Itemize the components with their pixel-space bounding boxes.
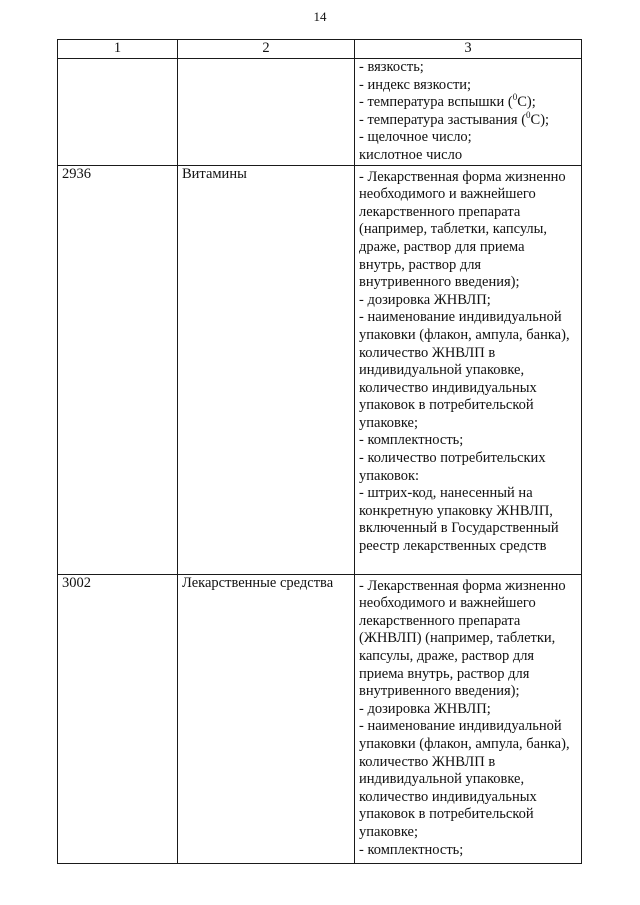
description-line: - температура вспышки ($^0$C); (359, 92, 536, 111)
description-line: - Лекарственная форма жизненно (359, 577, 566, 594)
row-description (355, 59, 582, 166)
description-line: лекарственного препарата (359, 203, 521, 220)
table-row (58, 165, 582, 574)
row-code: 3002 (58, 574, 178, 864)
description-line: - дозировка ЖНВЛП; (359, 700, 491, 717)
description-line: упаковки (флакон, ампула, банка), (359, 735, 570, 752)
description-line: кислотное число (359, 146, 463, 163)
description-line: упаковок в потребительской (359, 806, 534, 823)
page-number: 14 (313, 9, 327, 24)
description-line: необходимого и важнейшего (359, 186, 536, 203)
description-line: упаковке; (359, 414, 418, 431)
description-line: - дозировка ЖНВЛП; (359, 291, 491, 308)
description-line: (например, таблетки, капсулы, (359, 221, 548, 238)
description-line: внутривенного введения); (359, 683, 520, 700)
description-line: конкретную упаковку ЖНВЛП, (359, 502, 553, 519)
table-header-row (58, 40, 582, 59)
row-description (355, 165, 582, 574)
row-name: Лекарственные средства (178, 574, 355, 864)
description-line: - индекс вязкости; (359, 76, 472, 93)
column-header-2: 2 (178, 40, 355, 59)
description-line: упаковки (флакон, ампула, банка), (359, 326, 570, 343)
description-line: количество индивидуальных (359, 379, 537, 396)
description-line: лекарственного препарата (359, 612, 521, 629)
description-line: упаковок: (359, 467, 420, 484)
description-line: капсулы, драже, раствор для (359, 648, 535, 664)
description-line: упаковок в потребительской (359, 397, 534, 414)
row-name (178, 59, 355, 166)
description-line: - температура застывания ($^0$C); (359, 109, 550, 128)
description-line: - Лекарственная форма жизненно (359, 168, 566, 185)
row-code (58, 59, 178, 166)
table-row (58, 574, 582, 864)
description-line: приема внутрь, раствор для (359, 665, 530, 682)
description-line: индивидуальной упаковке, (359, 771, 525, 788)
description-line: количество индивидуальных (359, 788, 537, 805)
description-line: реестр лекарственных средств (359, 538, 547, 555)
description-line: - вязкость; (359, 59, 424, 75)
description-line: количество ЖНВЛП в (359, 753, 496, 770)
description-line: индивидуальной упаковке, (359, 362, 525, 379)
data-table (57, 39, 582, 864)
column-header-3: 3 (355, 40, 582, 59)
description-line: - щелочное число; (359, 129, 472, 146)
column-header-1: 1 (58, 40, 178, 59)
table-row (58, 59, 582, 166)
description-line: необходимого и важнейшего (359, 595, 536, 612)
description-line: драже, раствор для приема (359, 238, 525, 255)
description-line: - комплектность; (359, 841, 464, 858)
description-line: - штрих-код, нанесенный на (359, 485, 533, 502)
description-line: внутривенного введения); (359, 274, 520, 291)
description-line: (ЖНВЛП) (например, таблетки, (359, 630, 556, 647)
row-code: 2936 (58, 165, 178, 574)
description-line: - комплектность; (359, 432, 464, 449)
description-line: - наименование индивидуальной (359, 718, 562, 735)
description-line: количество ЖНВЛП в (359, 344, 496, 361)
description-line: внутрь, раствор для (359, 256, 482, 273)
row-description (355, 574, 582, 864)
description-line: - наименование индивидуальной (359, 309, 562, 326)
description-line: - количество потребительских (359, 450, 546, 467)
description-line: включенный в Государственный (359, 520, 559, 537)
row-name: Витамины (178, 165, 355, 574)
description-line: упаковке; (359, 823, 418, 840)
